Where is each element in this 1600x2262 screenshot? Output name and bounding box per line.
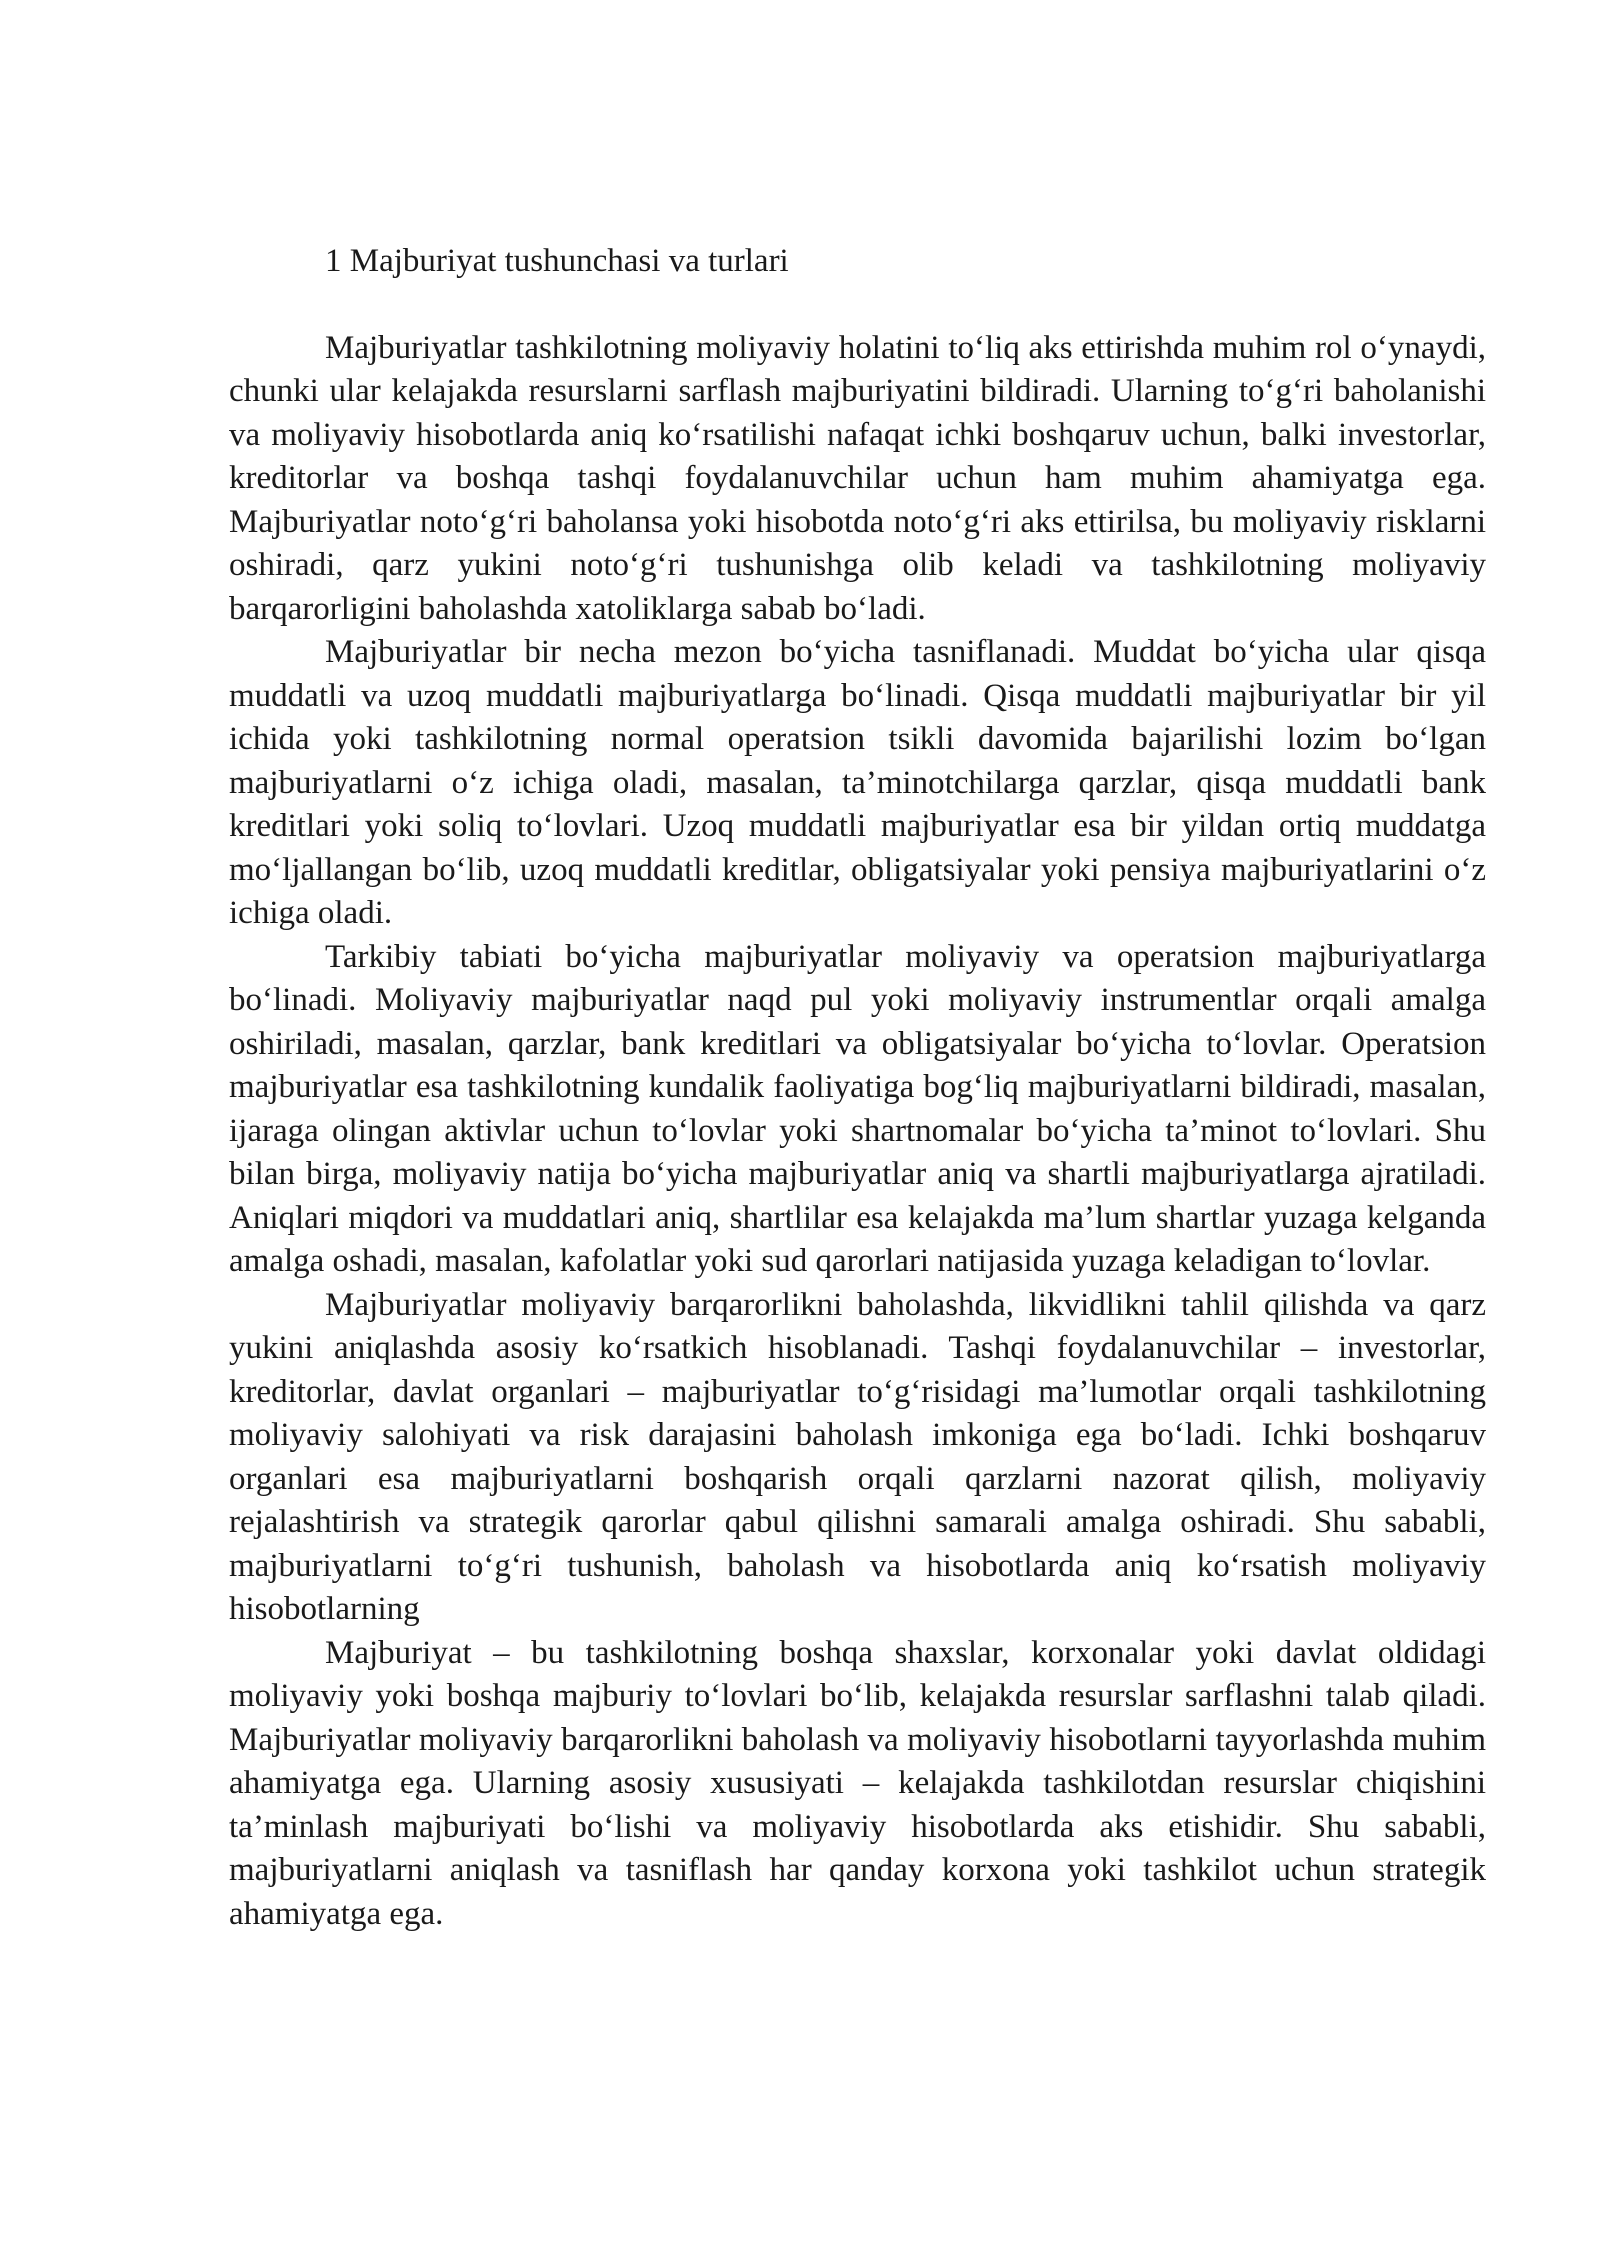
section-heading: 1 Majburiyat tushunchasi va turlari xyxy=(325,243,789,279)
document-page xyxy=(229,240,1486,1936)
paragraph-5: Majburiyat – bu tashkilotning boshqa shaxslar, korxonalar yoki davlat oldidagi moliyaviy yoki boshqa majburiy to‘lovlari bo‘lib, kelajakda resurslar sarflashni talab qiladi. Majburiyatlar moliyaviy barqarorlikni baholash va moliyaviy hisobotlarni tayyorlashda muhim ahamiyatga ega. Ularning asosiy xususiyati – kelajakda tashkilotdan resurslar chiqishini ta’minlash majburiyati bo‘lishi va moliyaviy hisobotlarda aks etishidir. Shu sababli, majburiyatlarni aniqlash va tasniflash har qanday korxona yoki tashkilot uchun strategik ahamiyatga ega. xyxy=(229,1634,1486,1932)
paragraph-4: Majburiyatlar moliyaviy barqarorlikni baholashda, likvidlikni tahlil qilishda va qarz yukini aniqlashda asosiy ko‘rsatkich hisoblanadi. Tashqi foydalanuvchilar – investorlar, kreditorlar, davlat organlari – majburiyatlar to‘g‘risidagi ma’lumotlar orqali tashkilotning moliyaviy salohiyati va risk darajasini baholash imkoniga ega bo‘ladi. Ichki boshqaruv organlari esa majburiyatlarni boshqarish orqali qarzlarni nazorat qilish, moliyaviy rejalashtirish va strategik qarorlar qabul qilishni samarali amalga oshiradi. Shu sababli, majburiyatlarni to‘g‘ri tushunish, baholash va hisobotlarda aniq ko‘rsatish moliyaviy hisobotlarning xyxy=(229,1286,1486,1627)
paragraph-1: Majburiyatlar tashkilotning moliyaviy holatini to‘liq aks ettirishda muhim rol o‘ynaydi, chunki ular kelajakda resurslarni sarflash majburiyatini bildiradi. Ularning to‘g‘ri baholanishi va moliyaviy hisobotlarda aniq ko‘rsatilishi nafaqat ichki boshqaruv uchun, balki investorlar, kreditorlar va boshqa tashqi foydalanuvchilar uchun ham muhim ahamiyatga ega. Majburiyatlar noto‘g‘ri baholansa yoki hisobotda noto‘g‘ri aks ettirilsa, bu moliyaviy risklarni oshiradi, qarz yukini noto‘g‘ri tushunishga olib keladi va tashkilotning moliyaviy barqarorligini baholashda xatoliklarga sabab bo‘ladi. xyxy=(229,329,1486,627)
paragraph-2: Majburiyatlar bir necha mezon bo‘yicha tasniflanadi. Muddat bo‘yicha ular qisqa muddatli va uzoq muddatli majburiyatlarga bo‘linadi. Qisqa muddatli majburiyatlar bir yil ichida yoki tashkilotning normal operatsion tsikli davomida bajarilishi lozim bo‘lgan majburiyatlarni o‘z ichiga oladi, masalan, ta’minotchilarga qarzlar, qisqa muddatli bank kreditlari yoki soliq to‘lovlari. Uzoq muddatli majburiyatlar esa bir yildan ortiq muddatga mo‘ljallangan bo‘lib, uzoq muddatli kreditlar, obligatsiyalar yoki pensiya majburiyatlarini o‘z ichiga oladi. xyxy=(229,634,1486,931)
paragraph-3: Tarkibiy tabiati bo‘yicha majburiyatlar moliyaviy va operatsion majburiyatlarga bo‘linadi. Moliyaviy majburiyatlar naqd pul yoki moliyaviy instrumentlar orqali amalga oshiriladi, masalan, qarzlar, bank kreditlari va obligatsiyalar bo‘yicha to‘lovlar. Operatsion majburiyatlar esa tashkilotning kundalik faoliyatiga bog‘liq majburiyatlarni bildiradi, masalan, ijaraga olingan aktivlar uchun to‘lovlar yoki shartnomalar bo‘yicha ta’minot to‘lovlari. Shu bilan birga, moliyaviy natija bo‘yicha majburiyatlar aniq va shartli majburiyatlarga ajratiladi. Aniqlari miqdori va muddatlari aniq, shartlilar esa kelajakda ma’lum shartlar yuzaga kelganda amalga oshadi, masalan, kafolatlar yoki sud qarorlari natijasida yuzaga keladigan to‘lovlar. xyxy=(229,938,1486,1279)
